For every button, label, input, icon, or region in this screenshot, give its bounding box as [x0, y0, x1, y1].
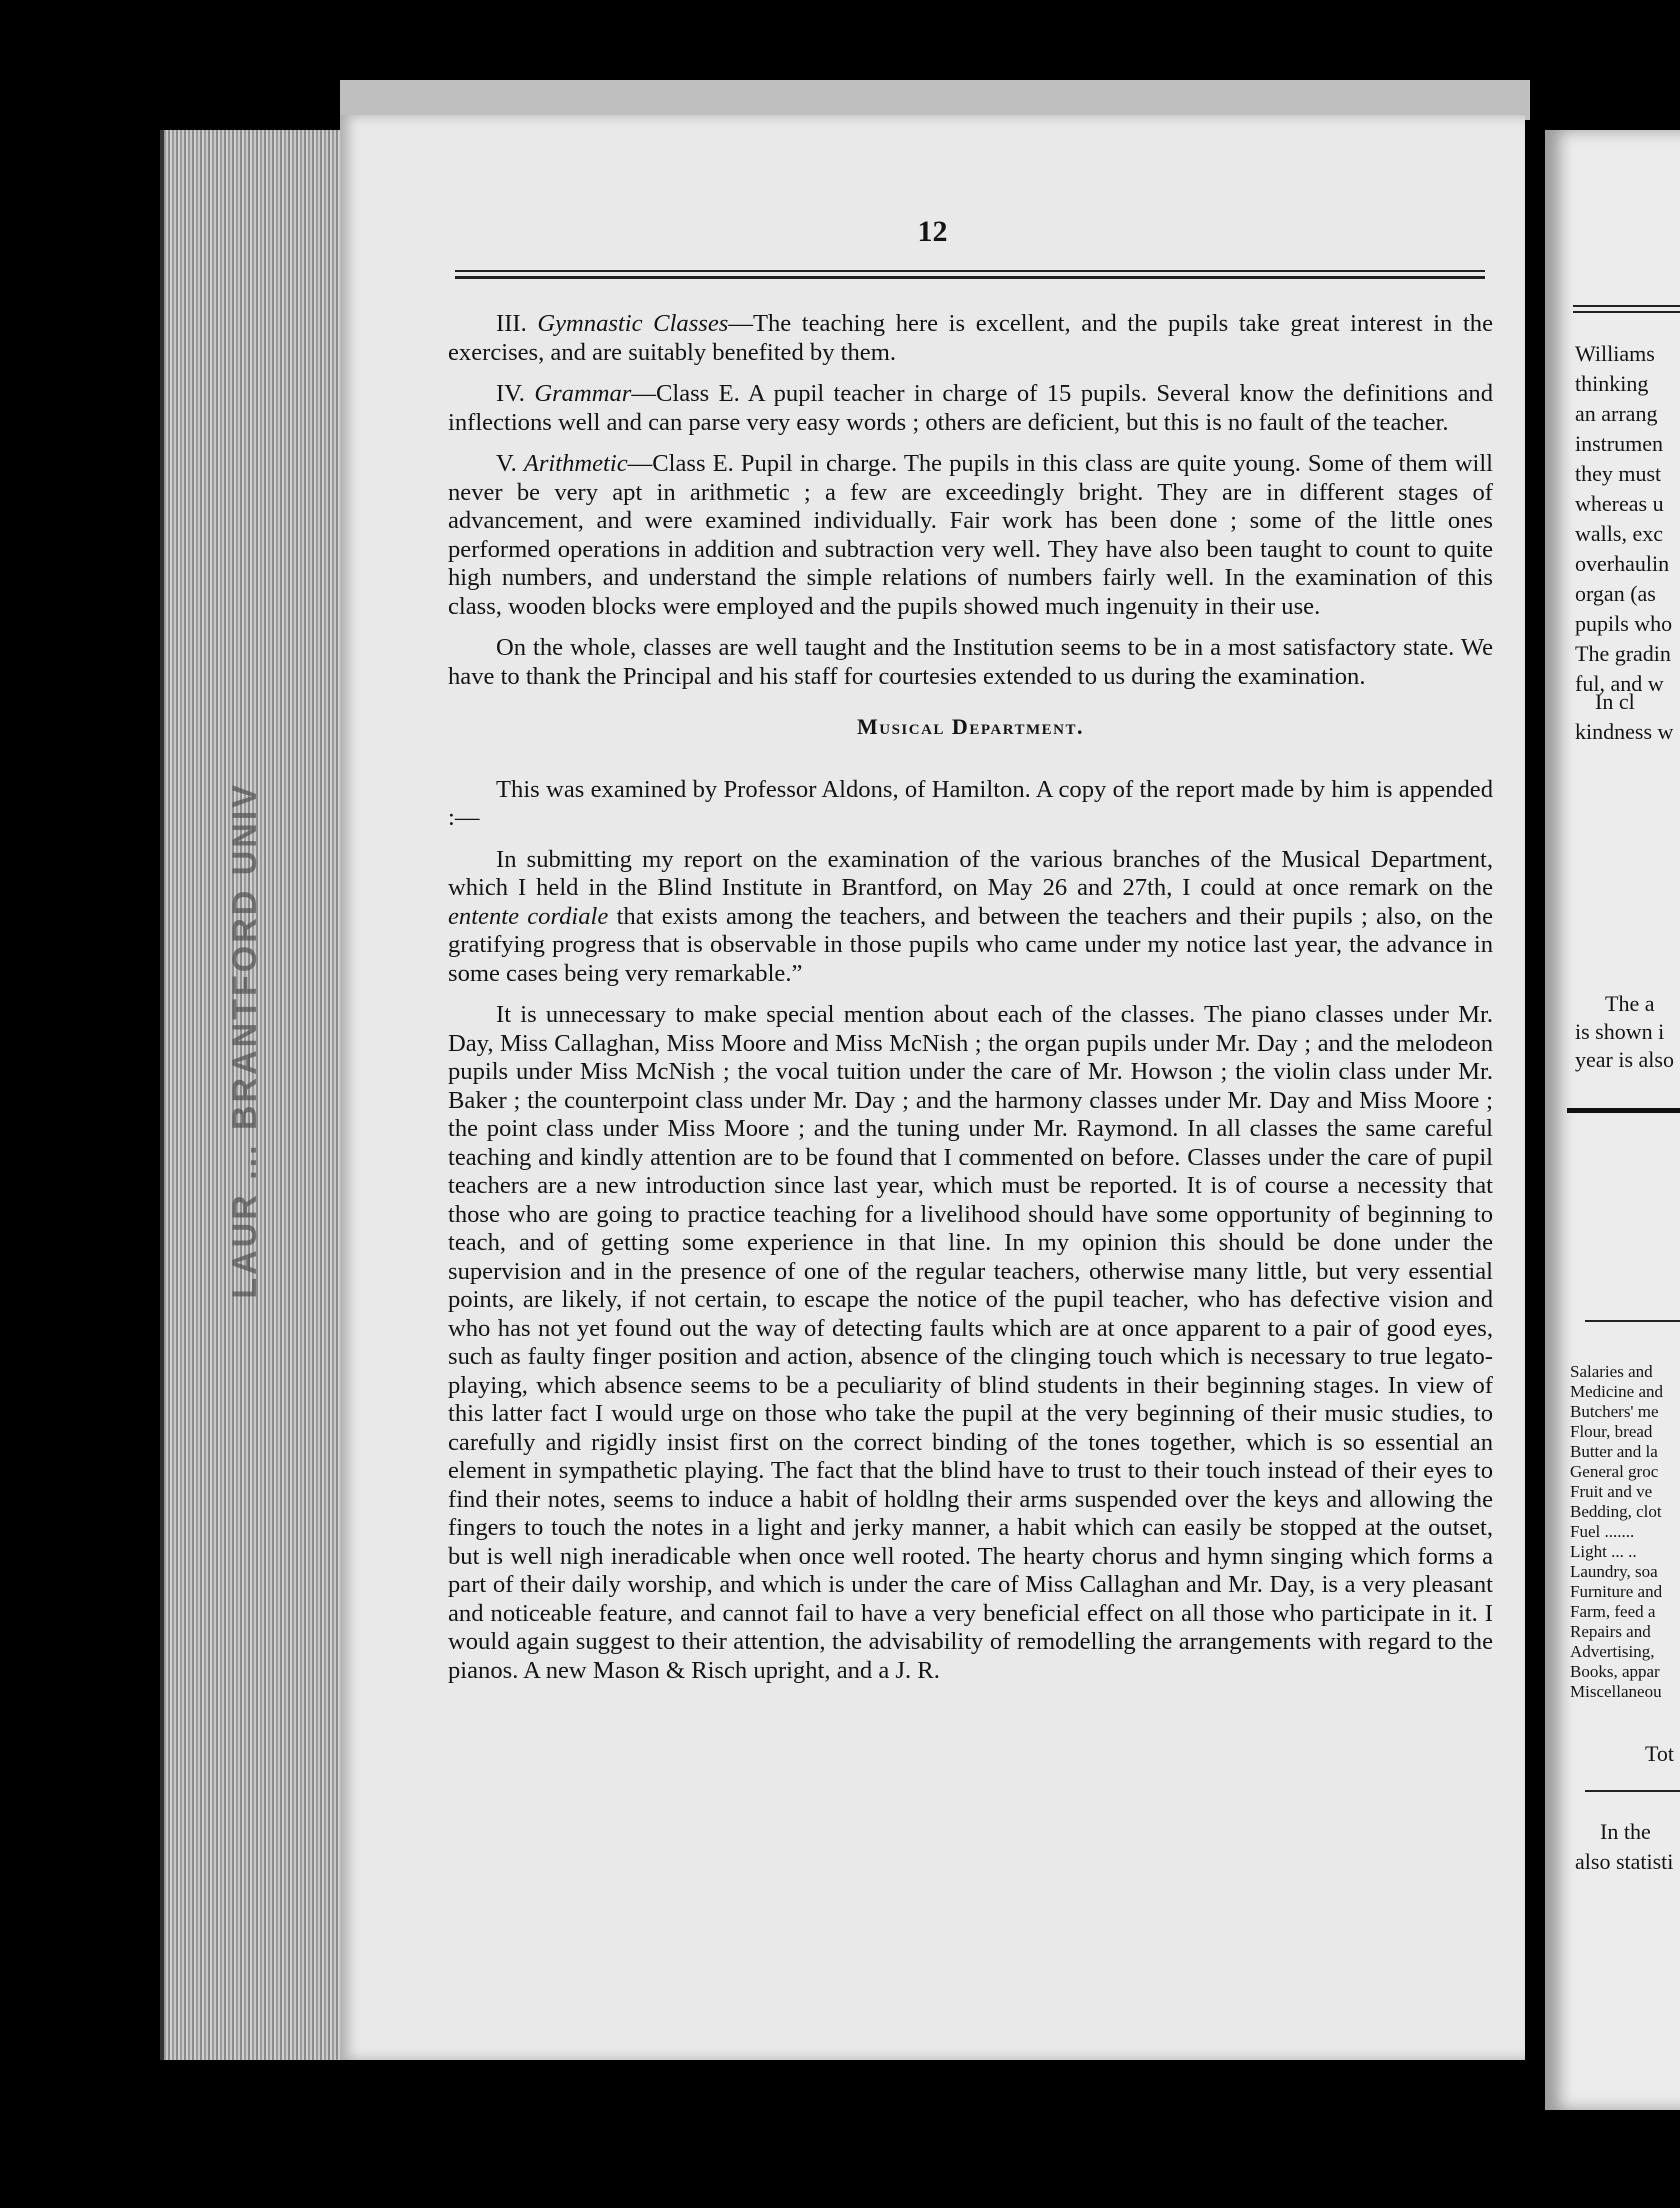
adjacent-table-row: Bedding, clot: [1570, 1502, 1662, 1521]
adjacent-rule: [1585, 1790, 1680, 1792]
section-number: III.: [496, 310, 527, 337]
section-number: IV.: [496, 380, 525, 407]
adjacent-text-line: instrumen: [1575, 431, 1663, 456]
adjacent-table-row: Medicine and: [1570, 1382, 1663, 1401]
adjacent-rule: [1573, 311, 1680, 313]
adjacent-text-line: also statisti: [1575, 1849, 1674, 1874]
adjacent-table-row: Salaries and: [1570, 1362, 1653, 1381]
adjacent-text-line: kindness w: [1575, 719, 1674, 744]
paragraph-report-1: [448, 846, 1493, 989]
adjacent-page: [1545, 130, 1680, 2110]
adjacent-table-row: Fuel .......: [1570, 1522, 1635, 1541]
header-rule-thick: [455, 276, 1485, 279]
section-heading: Musical Department.: [856, 714, 1085, 739]
section-label: Gymnastic Classes: [537, 310, 729, 337]
adjacent-text-line: In the: [1600, 1819, 1651, 1844]
adjacent-text-line: an arrang: [1575, 401, 1658, 426]
adjacent-text-line: is shown i: [1575, 1019, 1665, 1044]
report-text: In submitting my report on the examination of the various branches of the Musical Department, which I held in the Blind Institute in Brantford, on May 26 and 27th, I could at once remark on the: [448, 845, 1493, 901]
adjacent-table-row: Furniture and: [1570, 1582, 1663, 1601]
adjacent-table-row: Light ... ..: [1570, 1542, 1637, 1561]
adjacent-text-line: they must: [1575, 461, 1662, 486]
adjacent-thick-rule: [1567, 1108, 1680, 1113]
paragraph-report-2: It is unnecessary to make special mention about each of the classes. The piano classes under Mr. Day, Miss Callaghan, Miss Moore and Miss McNish ; the organ pupils under Mr. Day ; and the melodeon pupils under Miss McNish ; the vocal tuition under the care of Mr. Howson ; the violin class under Mr. Baker ; the counterpoint class under Mr. Day ; and the harmony classes under Mr. Day and Miss Moore ; the point class under Miss Moore ; and the tuning under Mr. Raymond. In all classes the same careful teaching and kindly attention are to be found that I commented on before. Classes under the care of pupil teachers are a new introduction since last year, which must be reported. It is of course a necessity that those who are going to practice teaching for a livelihood should have some opportunity of beginning to teach, and of getting some experience in that line. In my opinion this should be done under the supervision and in the presence of one of the regular teachers, otherwise many little, but very essential points, are likely, if not certain, to escape the notice of the pupil teacher, who has defective vision and who has not yet found out the way of detecting faults which are at once apparent to a pair of good eyes, such as faulty finger position and action, absence of the clinging touch which is necessary to true legato-playing, which absence seems to be a peculiarity of blind students in their beginning stages. In view of this latter fact I would urge on those who take the pupil at the very beginning of their music studies, to carefully and rigidly insist first on the correct binding of the tones together, which is so essential an element in sympathetic playing. The fact that the blind have to trust to their touch instead of their eyes to find their notes, seems to induce a habit of holdlng their arms suspended over the keys and allowing the fingers to touch the notes in a light and jerky manner, a habit which can easily be stopped at the outset, but is well nigh ineradicable when once well rooted. The hearty chorus and hymn singing which forms a part of their daily worship, and which is under the care of Miss Callaghan and Mr. Day, is a very pleasant and noticeable feature, and cannot fail to have a very beneficial effect on all those who participate in it. I would again suggest to their attention, the advisability of remodelling the arrangements with regard to the pianos. A new Mason & Risch upright, and a J. R.: [448, 1001, 1493, 1684]
adjacent-text-line: Williams: [1575, 341, 1655, 366]
section-text: —Class E. A pupil teacher in charge of 15 pupils. Several know the definitions and inflections well and can parse very easy words ; others are deficient, but this is no fault of the teacher.: [448, 380, 1493, 436]
adjacent-text-line: thinking: [1575, 371, 1649, 396]
adjacent-text-line: The a: [1605, 991, 1655, 1016]
section-text: —Class E. Pupil in charge. The pupils in this class are quite young. Some of them will never be very apt in arithmetic ; a few are exceedingly bright. They are in different stages of advancement, and were examined individually. Fair work has been done ; some of the little ones performed operations in addition and subtraction very well. They have also been taught to count to quite high numbers, and understand the simple relations of numbers fairly well. In the examination of this class, wooden blocks were employed and the pupils showed much ingenuity in their use.: [448, 450, 1493, 620]
adjacent-text-line: pupils who: [1575, 611, 1673, 636]
paragraph-intro: This was examined by Professor Aldons, of Hamilton. A copy of the report made by him is appended :—: [448, 775, 1493, 831]
adjacent-rule: [1573, 305, 1680, 307]
paragraph-gymnastic: [448, 310, 1493, 367]
adjacent-table-row: Flour, bread: [1570, 1422, 1653, 1441]
adjacent-table-row: Books, appar: [1570, 1662, 1660, 1681]
adjacent-table-row: Miscellaneou: [1570, 1682, 1662, 1701]
adjacent-table-row: Butchers' me: [1570, 1402, 1659, 1421]
adjacent-text-line: whereas u: [1575, 491, 1664, 516]
adjacent-table-row: General groc: [1570, 1462, 1659, 1481]
library-stamp-text: LAUR ... BRANTFORD UNIV: [225, 781, 264, 1299]
paragraph-grammar: [448, 380, 1493, 437]
book-page: [340, 115, 1525, 2060]
adjacent-text-line: walls, exc: [1575, 521, 1663, 546]
adjacent-text-line: overhaulin: [1575, 551, 1670, 576]
section-text: —The teaching here is excellent, and the pupils take great interest in the exercises, and are suitably benefited by them.: [448, 310, 1494, 366]
library-stamp: [215, 760, 275, 1320]
adjacent-table-total: Tot: [1645, 1741, 1675, 1766]
paragraph-arithmetic: [448, 450, 1493, 621]
top-page-band: [340, 80, 1530, 120]
adjacent-table-row: Repairs and: [1570, 1622, 1651, 1641]
adjacent-table-row: Fruit and ve: [1570, 1482, 1653, 1501]
report-text: that exists among the teachers, and between the teachers and their pupils ; also, on the gratifying progress that is observable in those pupils who came under my notice last year, the advance in some cases being very remarkable.”: [448, 902, 1493, 987]
adjacent-rule: [1585, 1320, 1680, 1322]
adjacent-table-row: Advertising,: [1570, 1642, 1655, 1661]
report-italic-text: entente cordiale: [448, 902, 609, 930]
adjacent-text-line: The gradin: [1575, 641, 1671, 666]
adjacent-table-row: Farm, feed a: [1570, 1602, 1656, 1621]
section-label: Arithmetic: [523, 450, 628, 477]
adjacent-text-line: year is also: [1575, 1047, 1674, 1072]
page-number: 12: [917, 215, 948, 248]
adjacent-text-line: ful, and w: [1575, 671, 1664, 696]
adjacent-text-line: In cl: [1595, 689, 1635, 714]
adjacent-table-row: Laundry, soa: [1570, 1562, 1658, 1581]
header-rule-thin: [455, 270, 1485, 272]
adjacent-text-line: organ (as: [1575, 581, 1656, 606]
section-number: V.: [496, 450, 517, 477]
paragraph-summary: On the whole, classes are well taught and the Institution seems to be in a most satisfactory state. We have to thank the Principal and his staff for courtesies extended to us during the examination.: [448, 634, 1493, 690]
page-text: [448, 310, 1493, 1698]
adjacent-table-row: Butter and la: [1570, 1442, 1658, 1461]
section-label: Grammar: [534, 380, 632, 407]
